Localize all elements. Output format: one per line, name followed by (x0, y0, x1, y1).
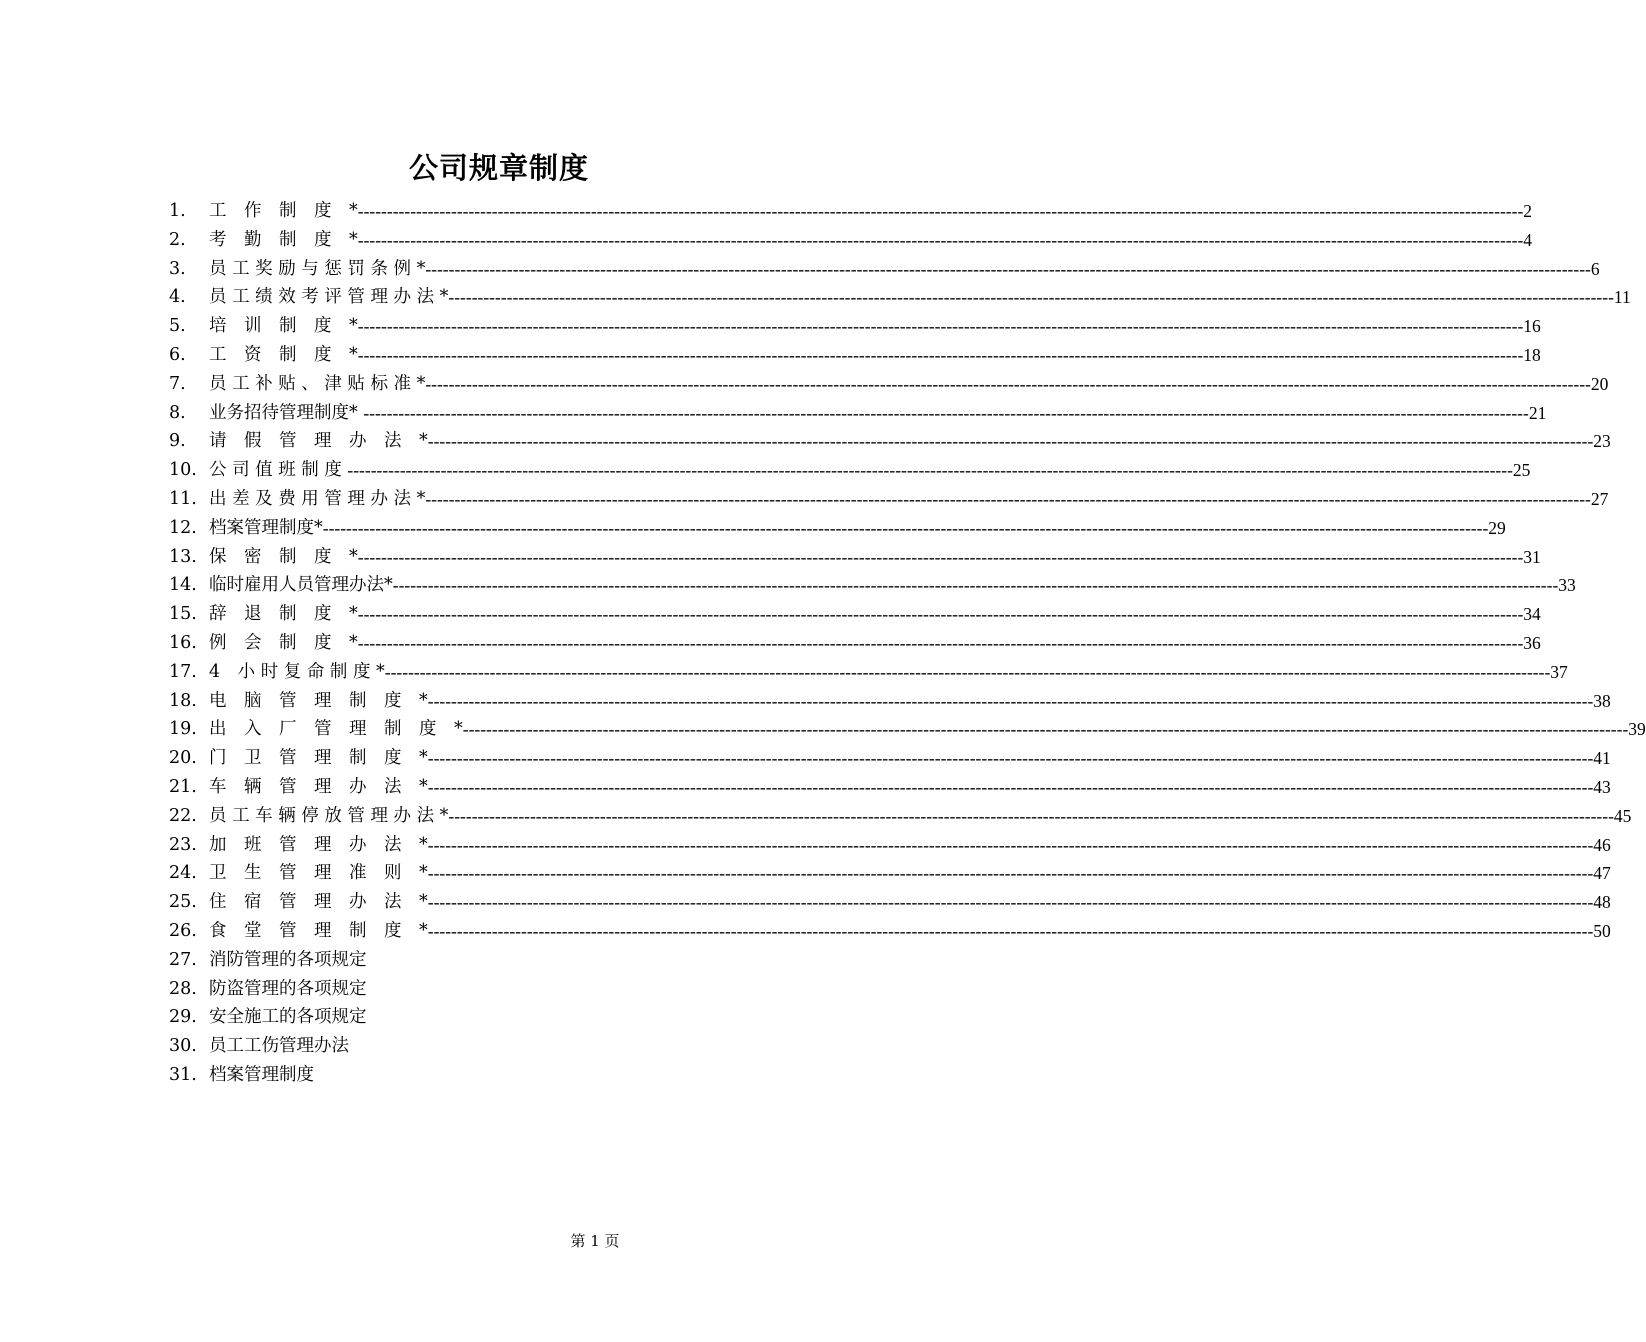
toc-page-number: 16 (1523, 316, 1541, 337)
toc-entry-number: 3. (169, 258, 186, 279)
toc-entry-number: 21. (169, 776, 197, 797)
toc-entry-body (209, 975, 829, 1004)
toc-page-number: 18 (1523, 344, 1541, 365)
toc-entry-title: 公 司 值 班 制 度 (209, 460, 348, 481)
toc-page-number: 27 (1590, 488, 1609, 509)
toc-page-number: 29 (1488, 517, 1506, 538)
toc-entry-number: 31. (169, 1064, 197, 1085)
toc-page-number: 41 (1593, 748, 1611, 769)
toc-entry-body (209, 917, 1611, 946)
toc-entry-number: 6. (169, 344, 186, 365)
toc-entry-body (209, 744, 1611, 773)
toc-entry[interactable] (169, 456, 1531, 485)
toc-page-number: 38 (1593, 690, 1611, 711)
toc-entry-title: 加 班 管 理 办 法 * (209, 834, 428, 855)
toc-entry-number: 18. (169, 690, 197, 711)
toc-entry[interactable] (169, 226, 1533, 255)
toc-entry[interactable] (169, 744, 1611, 773)
table-of-contents (169, 197, 1646, 1090)
toc-entry-title: 员 工 补 贴 、 津 贴 标 准 * (209, 373, 426, 394)
toc-entry[interactable] (169, 715, 1646, 744)
toc-entry[interactable] (169, 571, 1576, 600)
toc-entry-title: 电 脑 管 理 制 度 * (209, 690, 428, 711)
toc-entry[interactable] (169, 399, 1547, 428)
toc-entry-body (209, 571, 1576, 600)
toc-entry[interactable] (169, 283, 1631, 312)
toc-entry-body (209, 197, 1533, 226)
toc-entry-number: 22. (169, 805, 197, 826)
toc-entry-number: 13. (169, 546, 197, 567)
toc-entry[interactable] (169, 687, 1611, 716)
toc-entry-title: 员工工伤管理办法 (209, 1036, 349, 1057)
toc-page-number: 23 (1593, 431, 1611, 452)
toc-page-number: 46 (1593, 834, 1611, 855)
toc-page-number: 6 (1590, 258, 1600, 279)
toc-entry-title: 卫 生 管 理 准 则 * (209, 863, 428, 884)
toc-page-number: 4 (1523, 229, 1533, 250)
toc-entry-title: 辞 退 制 度 * (209, 604, 358, 625)
toc-dash-leader: -------------------------------------------------------------------------------------------------------------------------------------------------------------------------------------------------------- (357, 546, 1524, 567)
toc-dash-leader: -------------------------------------------------------------------------------------------------------------------------------------------------------------------------------------------------------- (427, 690, 1594, 711)
toc-entry[interactable] (169, 1003, 829, 1032)
toc-entry-body (209, 831, 1611, 860)
toc-page-number: 33 (1558, 575, 1576, 596)
toc-entry-title: 临时雇用人员管理办法* (209, 575, 393, 596)
toc-entry-number: 28. (169, 978, 197, 999)
toc-dash-leader: -------------------------------------------------------------------------------------------------------------------------------------------------------------------------------------------------------- (425, 488, 1591, 509)
toc-entry-title: 食 堂 管 理 制 度 * (209, 920, 428, 941)
toc-entry[interactable] (169, 629, 1541, 658)
toc-entry-title: 业务招待管理制度* (209, 402, 364, 423)
toc-dash-leader: -------------------------------------------------------------------------------------------------------------------------------------------------------------------------------------------------------- (357, 632, 1524, 653)
toc-page-number: 34 (1523, 604, 1541, 625)
toc-entry-body (209, 687, 1611, 716)
toc-dash-leader: -------------------------------------------------------------------------------------------------------------------------------------------------------------------------------------------------------- (425, 373, 1591, 394)
toc-entry-title: 出 入 厂 管 理 制 度 * (209, 719, 463, 740)
toc-entry[interactable] (169, 427, 1611, 456)
toc-page-number: 25 (1512, 460, 1531, 481)
toc-entry-body (209, 226, 1533, 255)
toc-entry-number: 20. (169, 748, 197, 769)
toc-entry-body (209, 485, 1609, 514)
toc-entry-number: 17. (169, 661, 197, 682)
toc-page-number: 11 (1613, 287, 1631, 308)
toc-entry-number: 26. (169, 920, 197, 941)
toc-entry-number: 19. (169, 719, 197, 740)
toc-entry-body (209, 600, 1541, 629)
toc-entry-title: 培 训 制 度 * (209, 316, 358, 337)
toc-entry-body (209, 283, 1631, 312)
toc-entry[interactable] (169, 888, 1611, 917)
toc-page-number: 48 (1593, 892, 1611, 913)
toc-entry-number: 10. (169, 460, 197, 481)
toc-entry-number: 7. (169, 373, 186, 394)
toc-entry[interactable] (169, 312, 1541, 341)
toc-entry-number: 11. (169, 488, 197, 509)
toc-entry-body (209, 1032, 829, 1061)
toc-entry-body (209, 773, 1611, 802)
toc-entry-number: 16. (169, 632, 197, 653)
toc-entry-body (209, 1003, 829, 1032)
toc-entry-body (209, 888, 1611, 917)
toc-dash-leader: -------------------------------------------------------------------------------------------------------------------------------------------------------------------------------------------------------- (427, 748, 1594, 769)
toc-entry-title: 保 密 制 度 * (209, 546, 358, 567)
toc-entry[interactable] (169, 831, 1611, 860)
toc-dash-leader: -------------------------------------------------------------------------------------------------------------------------------------------------------------------------------------------------------- (357, 316, 1524, 337)
toc-entry-title: 消防管理的各项规定 (209, 949, 367, 970)
toc-dash-leader: -------------------------------------------------------------------------------------------------------------------------------------------------------------------------------------------------------- (357, 229, 1524, 250)
toc-page-number: 43 (1593, 776, 1611, 797)
toc-entry-title: 门 卫 管 理 制 度 * (209, 748, 428, 769)
toc-dash-leader: -------------------------------------------------------------------------------------------------------------------------------------------------------------------------------------------------------- (322, 517, 1489, 538)
toc-entry-number: 8. (169, 402, 186, 423)
toc-entry-body (209, 859, 1611, 888)
toc-entry-title: 档案管理制度* (209, 517, 323, 538)
toc-entry-body (209, 255, 1600, 284)
toc-dash-leader: -------------------------------------------------------------------------------------------------------------------------------------------------------------------------------------------------------- (384, 661, 1551, 682)
toc-entry-body (209, 514, 1506, 543)
toc-page-number: 21 (1528, 402, 1547, 423)
toc-entry[interactable] (169, 255, 1600, 284)
toc-entry-body (209, 543, 1541, 572)
toc-dash-leader: -------------------------------------------------------------------------------------------------------------------------------------------------------------------------------------------------------- (448, 805, 1614, 826)
toc-entry-title: 防盗管理的各项规定 (209, 978, 367, 999)
toc-dash-leader: -------------------------------------------------------------------------------------------------------------------------------------------------------------------------------------------------------- (427, 920, 1594, 941)
toc-entry[interactable] (169, 514, 1506, 543)
toc-entry-title: 安全施工的各项规定 (209, 1007, 367, 1028)
toc-entry[interactable] (169, 1032, 829, 1061)
toc-entry-title: 档案管理制度 (209, 1064, 314, 1085)
toc-dash-leader: -------------------------------------------------------------------------------------------------------------------------------------------------------------------------------------------------------- (363, 402, 1529, 423)
toc-page-number: 39 (1628, 719, 1646, 740)
toc-entry-body (209, 802, 1632, 831)
toc-entry-body (209, 1061, 829, 1090)
toc-entry-body (209, 312, 1541, 341)
toc-entry-number: 27. (169, 949, 197, 970)
toc-dash-leader: -------------------------------------------------------------------------------------------------------------------------------------------------------------------------------------------------------- (392, 575, 1559, 596)
toc-entry-number: 14. (169, 575, 197, 596)
toc-entry-title: 出 差 及 费 用 管 理 办 法 * (209, 488, 426, 509)
toc-entry-body (209, 399, 1547, 428)
toc-dash-leader: -------------------------------------------------------------------------------------------------------------------------------------------------------------------------------------------------------- (427, 863, 1594, 884)
toc-entry-body (209, 629, 1541, 658)
toc-entry-number: 12. (169, 517, 197, 538)
toc-dash-leader: -------------------------------------------------------------------------------------------------------------------------------------------------------------------------------------------------------- (357, 201, 1524, 221)
toc-entry-number: 4. (169, 287, 186, 308)
toc-entry-body (209, 715, 1646, 744)
toc-entry[interactable] (169, 543, 1541, 572)
toc-dash-leader: -------------------------------------------------------------------------------------------------------------------------------------------------------------------------------------------------------- (347, 460, 1513, 481)
toc-entry-title: 考 勤 制 度 * (209, 229, 358, 250)
toc-entry-title: 员 工 车 辆 停 放 管 理 办 法 * (209, 805, 449, 826)
toc-dash-leader: -------------------------------------------------------------------------------------------------------------------------------------------------------------------------------------------------------- (427, 892, 1594, 913)
toc-page-number: 47 (1593, 863, 1611, 884)
toc-dash-leader: -------------------------------------------------------------------------------------------------------------------------------------------------------------------------------------------------------- (357, 344, 1524, 365)
toc-entry[interactable] (169, 485, 1609, 514)
toc-page-number: 2 (1523, 201, 1533, 221)
toc-entry-number: 30. (169, 1036, 197, 1057)
toc-entry-number: 5. (169, 316, 186, 337)
toc-page-number: 36 (1523, 632, 1541, 653)
toc-entry[interactable] (169, 773, 1611, 802)
toc-dash-leader: -------------------------------------------------------------------------------------------------------------------------------------------------------------------------------------------------------- (427, 431, 1594, 452)
toc-dash-leader: -------------------------------------------------------------------------------------------------------------------------------------------------------------------------------------------------------- (427, 776, 1594, 797)
toc-page-number: 45 (1613, 805, 1632, 826)
toc-entry-title: 员 工 绩 效 考 评 管 理 办 法 * (209, 287, 449, 308)
toc-entry-body (209, 427, 1611, 456)
toc-entry-body (209, 456, 1531, 485)
toc-entry[interactable] (169, 370, 1609, 399)
toc-entry-number: 25. (169, 892, 197, 913)
page-title: 公司规章制度 (408, 151, 589, 185)
toc-dash-leader: -------------------------------------------------------------------------------------------------------------------------------------------------------------------------------------------------------- (448, 287, 1614, 308)
toc-entry[interactable] (169, 802, 1632, 831)
toc-entry-number: 9. (169, 431, 186, 452)
toc-entry-number: 1. (169, 201, 186, 221)
toc-entry[interactable] (169, 975, 829, 1004)
toc-dash-leader: -------------------------------------------------------------------------------------------------------------------------------------------------------------------------------------------------------- (425, 258, 1591, 279)
toc-entry[interactable] (169, 859, 1611, 888)
toc-entry-body (209, 658, 1568, 687)
toc-entry-title: 4 小 时 复 命 制 度 * (209, 661, 385, 682)
toc-entry-title: 工 资 制 度 * (209, 344, 358, 365)
toc-page-number: 50 (1593, 920, 1611, 941)
toc-entry[interactable] (169, 658, 1568, 687)
toc-page-number: 31 (1523, 546, 1541, 567)
toc-entry-number: 29. (169, 1007, 197, 1028)
toc-page-number: 37 (1550, 661, 1568, 682)
toc-entry-number: 15. (169, 604, 197, 625)
toc-entry-body (209, 370, 1609, 399)
toc-entry-number: 24. (169, 863, 197, 884)
toc-entry-title: 例 会 制 度 * (209, 632, 358, 653)
toc-entry-number: 2. (169, 229, 186, 250)
toc-entry[interactable] (169, 917, 1611, 946)
page-number-footer: 第 1 页 (570, 1232, 620, 1250)
toc-page-number: 20 (1590, 373, 1609, 394)
toc-entry[interactable] (169, 946, 829, 975)
toc-entry-title: 员 工 奖 励 与 惩 罚 条 例 * (209, 258, 426, 279)
toc-dash-leader: -------------------------------------------------------------------------------------------------------------------------------------------------------------------------------------------------------- (357, 604, 1524, 625)
toc-dash-leader: -------------------------------------------------------------------------------------------------------------------------------------------------------------------------------------------------------- (427, 834, 1594, 855)
toc-entry-title: 住 宿 管 理 办 法 * (209, 892, 428, 913)
toc-entry-title: 工 作 制 度 * (209, 201, 358, 221)
toc-entry[interactable] (169, 600, 1541, 629)
toc-entry-number: 23. (169, 834, 197, 855)
toc-entry[interactable] (169, 1061, 829, 1090)
toc-entry[interactable] (169, 197, 1533, 226)
toc-entry-title: 车 辆 管 理 办 法 * (209, 776, 428, 797)
toc-entry-body (209, 946, 829, 975)
toc-entry-title: 请 假 管 理 办 法 * (209, 431, 428, 452)
toc-entry[interactable] (169, 341, 1541, 370)
toc-entry-body (209, 341, 1541, 370)
toc-dash-leader: -------------------------------------------------------------------------------------------------------------------------------------------------------------------------------------------------------- (462, 719, 1629, 740)
